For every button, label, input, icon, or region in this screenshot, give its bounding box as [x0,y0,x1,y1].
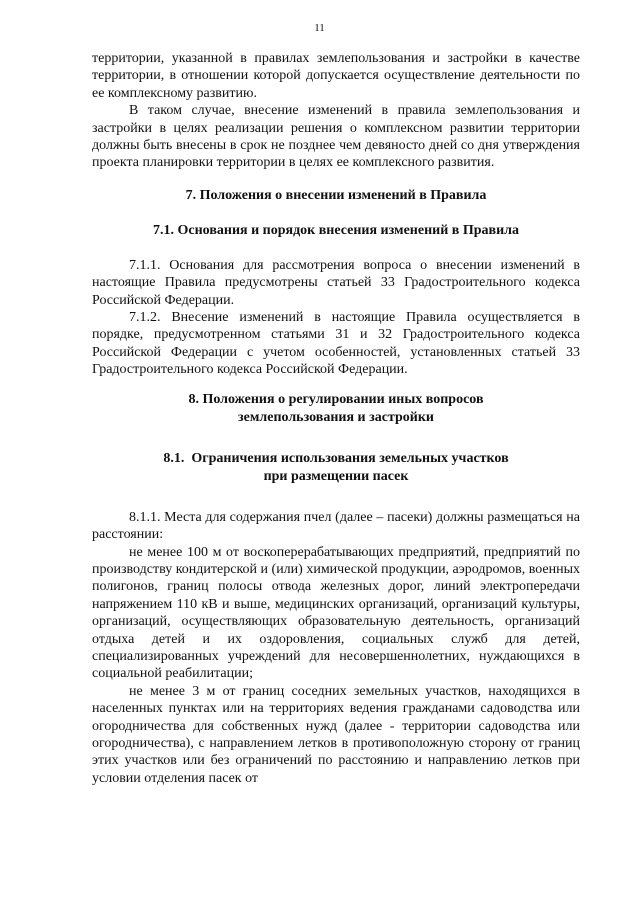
section-8-heading-line1: 8. Положения о регулировании иных вопросов [188,391,484,407]
paragraph-distance-100m: не менее 100 м от воскоперерабатывающих предприятий, предприятий по производству кондитерской и (или) химической продукции, аэродромов, военных полигонов, границ полосы отвода железных дорог, линий электропередачи напряжением 110 кВ и выше, медицинских организаций, организаций культуры, организаций, осуществляющих образовательную деятельность, организаций отдыха детей и их оздоровления, социальных служб для детей, специализированных учреждений для несовершеннолетних, нуждающихся в социальной реабилитации; [92,544,580,682]
section-8-1-heading [92,450,580,486]
page-number: 11 [314,22,325,34]
section-8-1-heading-line1: 8.1. Ограничения использования земельных участков [163,450,509,466]
section-8-1-heading-line2: при размещении пасек [263,468,409,484]
section-7-1-heading: 7.1. Основания и порядок внесения изменений в Правила [153,222,519,238]
paragraph-amendment-deadline: В таком случае, внесение изменений в правила землепользования и застройки в целях реализации решения о комплексном развитии территории должны быть внесены в срок не позднее чем девяносто дней со дня утверждения проекта планировки территории в целях ее комплексного развития. [92,103,580,171]
document-body [92,50,580,787]
paragraph-7-1-2: 7.1.2. Внесение изменений в настоящие Правила осуществляется в порядке, предусмотренном статьями 31 и 32 Градостроительного кодекса Российской Федерации с учетом особенностей, установленных статьей 33 Градостроительного кодекса Российской Федерации. [92,310,580,378]
paragraph-distance-3m: не менее 3 м от границ соседних земельных участков, находящихся в населенных пунктах или на территориях ведения гражданами садоводства или огородничества для собственных нужд (далее - территории садоводства или огородничества), с направлением летков в противоположную сторону от границ этих участков или без ограничений по расстоянию и направлению летков при условии отделения пасек от [92,683,580,786]
paragraph-7-1-1: 7.1.1. Основания для рассмотрения вопроса о внесении изменений в настоящие Правила предусмотрены статьей 33 Градостроительного кодекса Российской Федерации. [92,257,580,308]
section-8-heading-line2: землепользования и застройки [238,409,434,425]
paragraph-continuation: территории, указанной в правилах землепользования и застройки в качестве территории, в отношении которой допускается осуществление деятельности по ее комплексному развитию. [92,51,580,101]
section-7-heading: 7. Положения о внесении изменений в Правила [185,187,487,203]
section-8-heading [92,391,580,427]
paragraph-8-1-1: 8.1.1. Места для содержания пчел (далее – пасеки) должны размещаться на расстоянии: [92,509,580,543]
